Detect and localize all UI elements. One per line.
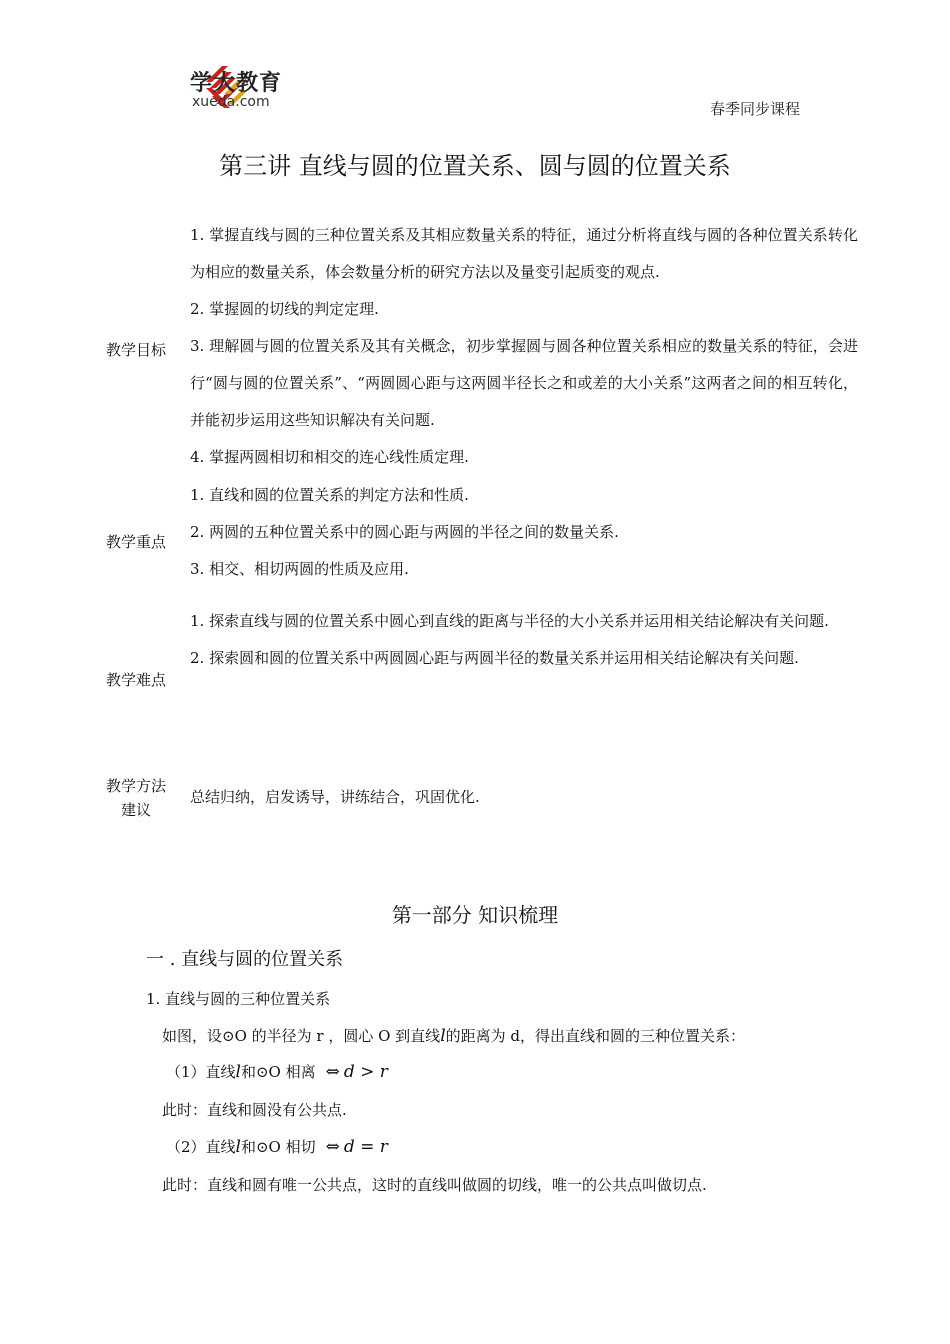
case1-prefix: （1）直线: [166, 1063, 236, 1081]
case1-middle: 和⊙O 相离: [240, 1063, 316, 1081]
case1-line-symbol: l: [235, 1062, 241, 1082]
logo-text-en: xueda.com: [192, 94, 270, 110]
section-heading: 一 . 直线与圆的位置关系: [146, 949, 344, 970]
methods-text: [190, 779, 858, 816]
case1-line: [166, 1061, 388, 1082]
goals-list: [190, 217, 858, 476]
key-point-item: 1. 直线和圆的位置关系的判定方法和性质.: [190, 486, 469, 504]
difficulties-list: [190, 603, 858, 677]
methods-label-line1: 教学方法: [105, 777, 166, 795]
case1-formula: d > r: [343, 1062, 388, 1082]
methods-label: [100, 774, 172, 822]
equivalence-icon: ⇔: [325, 1137, 340, 1157]
intro-text-a: 如图，设⊙O 的半径为 r ，圆心 O 到直线: [162, 1027, 441, 1045]
case2-formula: d = r: [343, 1137, 388, 1157]
difficulty-item: 1. 探索直线与圆的位置关系中圆心到直线的距离与半径的大小关系并运用相关结论解决有关问题.: [190, 612, 829, 630]
logo-text-cn: 学大教育: [190, 71, 283, 96]
goal-item: 3. 理解圆与圆的位置关系及其有关概念，初步掌握圆与圆各种位置关系相应的数量关系的特征，会进行“圆与圆的位置关系”、“两圆圆心距与这两圆半径长之和或差的大小关系”这两者之间的相互转化，并能初步运用这些知识解决有关问题.: [190, 337, 858, 429]
difficulty-item: 2. 探索圆和圆的位置关系中两圆圆心距与两圆半径的数量关系并运用相关结论解决有关问题.: [190, 649, 799, 667]
subsection-heading: 1. 直线与圆的三种位置关系: [146, 990, 331, 1008]
case1-note: 此时：直线和圆没有公共点.: [162, 1101, 347, 1119]
goal-item: 2. 掌握圆的切线的判定定理.: [190, 300, 379, 318]
goals-label: 教学目标: [105, 341, 166, 359]
case2-line-symbol: l: [235, 1137, 241, 1157]
methods-label-line2: 建议: [120, 801, 151, 819]
case2-line: [166, 1136, 388, 1157]
goal-item: 1. 掌握直线与圆的三种位置关系及其相应数量关系的特征，通过分析将直线与圆的各种位置关系转化为相应的数量关系，体会数量分析的研究方法以及量变引起质变的观点.: [190, 226, 858, 281]
intro-text-b: 的距离为 d，得出直线和圆的三种位置关系：: [445, 1027, 745, 1045]
page-title: 第三讲 直线与圆的位置关系、圆与圆的位置关系: [219, 152, 731, 180]
line-symbol: l: [440, 1026, 446, 1046]
case2-note: 此时：直线和圆有唯一公共点，这时的直线叫做圆的切线，唯一的公共点叫做切点.: [162, 1176, 707, 1194]
difficulties-label: 教学难点: [105, 671, 166, 689]
case2-prefix: （2）直线: [166, 1138, 236, 1156]
key-points-list: [190, 477, 858, 588]
equivalence-icon: ⇔: [325, 1062, 340, 1082]
key-points-label: 教学重点: [105, 533, 166, 551]
methods-text-line: 总结归纳，启发诱导，讲练结合，巩固优化.: [190, 788, 480, 806]
intro-paragraph: [162, 1025, 745, 1046]
goal-item: 4. 掌握两圆相切和相交的连心线性质定理.: [190, 448, 469, 466]
key-point-item: 2. 两圆的五种位置关系中的圆心距与两圆的半径之间的数量关系.: [190, 523, 619, 541]
part-heading: 第一部分 知识梳理: [391, 903, 559, 927]
case2-middle: 和⊙O 相切: [240, 1138, 316, 1156]
key-point-item: 3. 相交、相切两圆的性质及应用.: [190, 560, 409, 578]
course-label: 春季同步课程: [709, 100, 800, 118]
